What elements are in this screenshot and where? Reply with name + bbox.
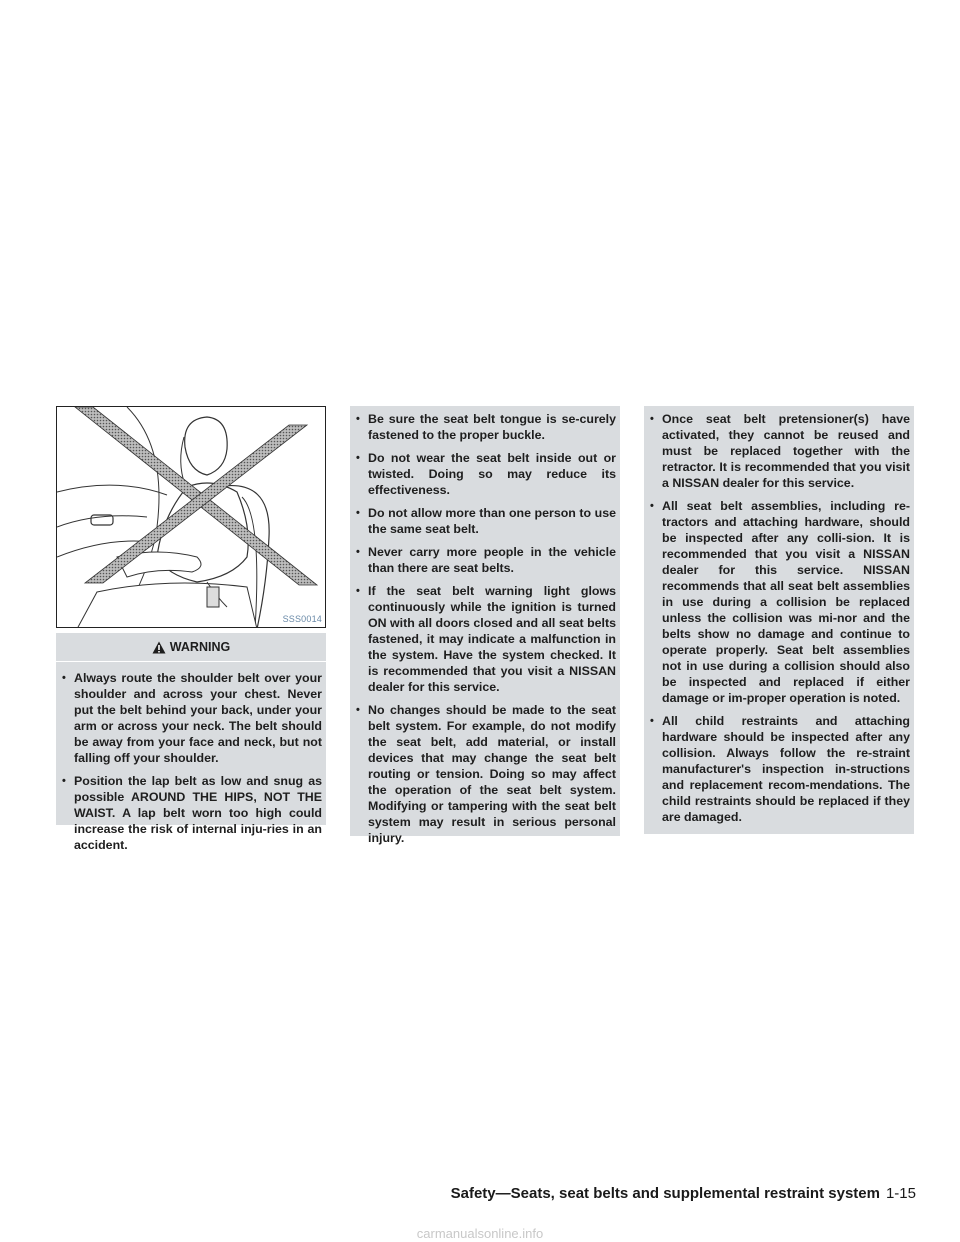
warning-box [56,633,326,852]
list-item: • No changes should be made to the seat belt system. For example, do not modify the seat belt, add material, or install devices that may change the seat belt routing or tension. Doing so may affect the operation of the seat belt system. Modifying or tampering with the seat belt system may result in serious personal injury. [354,702,616,846]
list-item: • All seat belt assemblies, including re-tractors and attaching hardware, should be inspected after any colli-sion. It is recommended that you visit a NISSAN dealer for this service. NISSAN recommends that all seat belt assemblies in use during a collision be replaced unless the collision was mi-nor and the belts show no damage and continue to operate properly. Seat belt assemblies not in use during a collision should also be inspected and replaced if either damage or im-proper operation is noted. [648,498,910,706]
list-item: • Position the lap belt as low and snug as possible AROUND THE HIPS, NOT THE WAIST. A lap belt worn too high could increase the risk of internal inju-ries in an accident. [60,773,322,853]
incorrect-belt-routing-illustration [57,407,326,628]
warning-list [60,670,322,853]
list-item: • Do not allow more than one person to use the same seat belt. [354,505,616,537]
warning-triangle-icon [152,641,166,654]
watermark: carmanualsonline.info [416,1226,544,1241]
figure-code: SSS0014 [282,614,322,624]
warning-title: WARNING [169,640,231,654]
list-item: • If the seat belt warning light glows continuously while the ignition is turned ON with all doors closed and all seat belts fastened, it may indicate a malfunction in the system. Have the system checked. It is recommended that you visit a NISSAN dealer for this service. [354,583,616,695]
seatbelt-illustration [56,406,326,628]
warning-list-continued-1 [354,411,616,846]
warning-list-continued-2 [648,411,910,825]
list-item: • Do not wear the seat belt inside out or twisted. Doing so may reduce its effectiveness. [354,450,616,498]
warning-continued-box-1 [350,406,620,845]
section-title: Safety—Seats, seat belts and supplemental restraint system [450,1185,880,1202]
list-item: • Always route the shoulder belt over your shoulder and across your chest. Never put the belt behind your back, under your arm or across your neck. The belt should be away from your face and neck, but not falling off your shoulder. [60,670,322,766]
list-item: • Never carry more people in the vehicle than there are seat belts. [354,544,616,576]
warning-header [56,633,326,662]
list-item: • Once seat belt pretensioner(s) have activated, they cannot be reused and must be replaced together with the retractor. It is recommended that you visit a NISSAN dealer for this service. [648,411,910,491]
list-item: • Be sure the seat belt tongue is se-curely fastened to the proper buckle. [354,411,616,443]
warning-continued-box-2 [644,406,914,834]
page-number: 1-15 [885,1185,916,1202]
list-item: • All child restraints and attaching hardware should be inspected after any collision. Always follow the re-straint manufacturer's inspection in-structions and replacement recom-mendations. The child restraints should be replaced if they are damaged. [648,713,910,825]
page-footer [451,1185,916,1202]
